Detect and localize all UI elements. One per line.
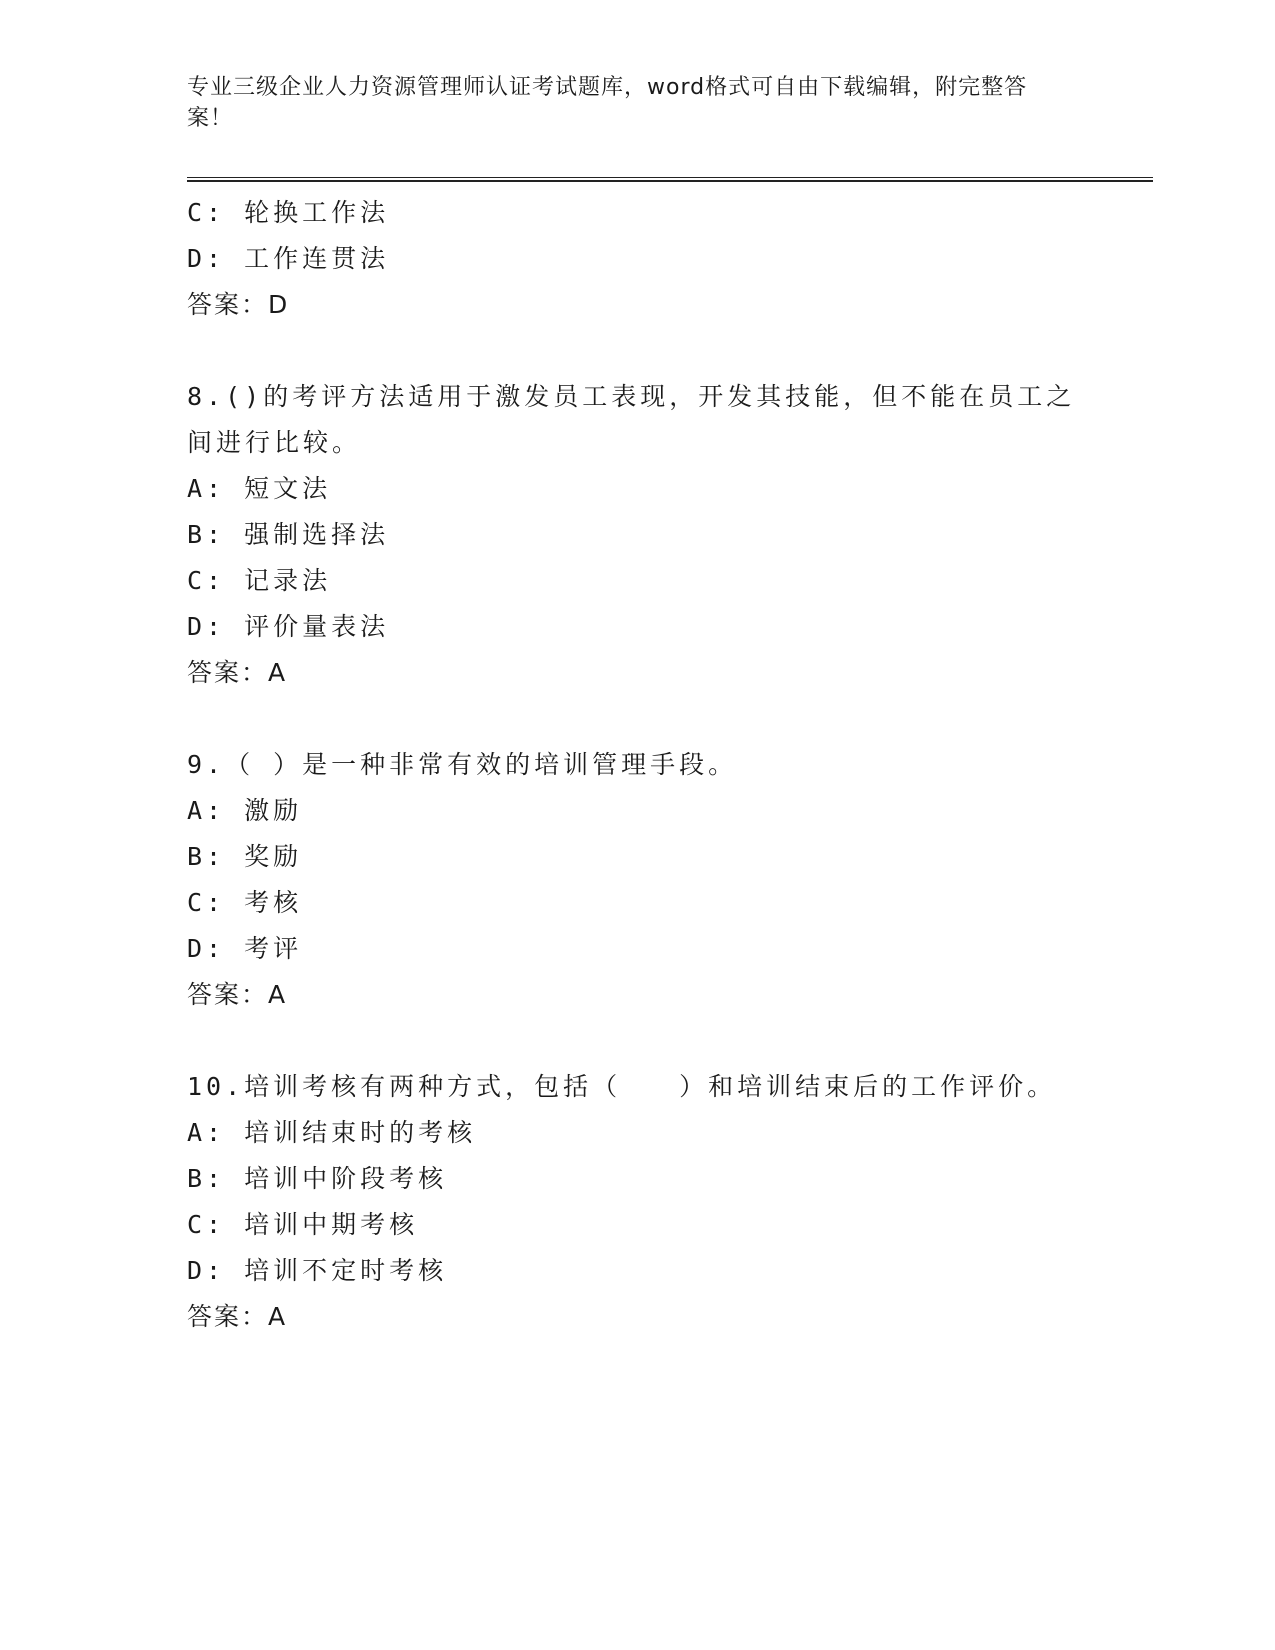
question-stem: 9.（ ）是一种非常有效的培训管理手段。	[187, 750, 738, 779]
option-b: B: 强制选择法	[187, 520, 390, 549]
option-d: D: 工作连贯法	[187, 244, 390, 273]
question-stem: 10.培训考核有两种方式，包括（ ）和培训结束后的工作评价。	[187, 1072, 1057, 1101]
question-8	[187, 374, 1087, 696]
option-c: C: 考核	[187, 888, 303, 917]
answer-line: 答案：A	[187, 658, 288, 687]
page-header	[187, 72, 1067, 134]
option-a: A: 短文法	[187, 474, 332, 503]
header-divider	[187, 177, 1153, 182]
spacer	[187, 1018, 1087, 1064]
option-a: A: 激励	[187, 796, 303, 825]
option-b: B: 奖励	[187, 842, 303, 871]
answer-line: 答案：A	[187, 1302, 288, 1331]
option-d: D: 考评	[187, 934, 303, 963]
question-9	[187, 742, 1087, 1018]
carryover-question	[187, 190, 1087, 328]
option-d: D: 评价量表法	[187, 612, 390, 641]
spacer	[187, 328, 1087, 374]
option-c: C: 轮换工作法	[187, 198, 390, 227]
option-d: D: 培训不定时考核	[187, 1256, 448, 1285]
header-text: 专业三级企业人力资源管理师认证考试题库，word格式可自由下载编辑，附完整答案！	[187, 75, 1028, 131]
option-c: C: 培训中期考核	[187, 1210, 419, 1239]
answer-line: 答案：A	[187, 980, 288, 1009]
option-c: C: 记录法	[187, 566, 332, 595]
question-stem-line-2: 间进行比较。	[187, 428, 362, 457]
document-body	[187, 190, 1087, 1340]
spacer	[187, 696, 1087, 742]
option-b: B: 培训中阶段考核	[187, 1164, 448, 1193]
question-stem-line-1: 8.()的考评方法适用于激发员工表现，开发其技能，但不能在员工之	[187, 382, 1076, 411]
option-a: A: 培训结束时的考核	[187, 1118, 477, 1147]
question-10	[187, 1064, 1087, 1340]
answer-line: 答案：D	[187, 290, 290, 319]
